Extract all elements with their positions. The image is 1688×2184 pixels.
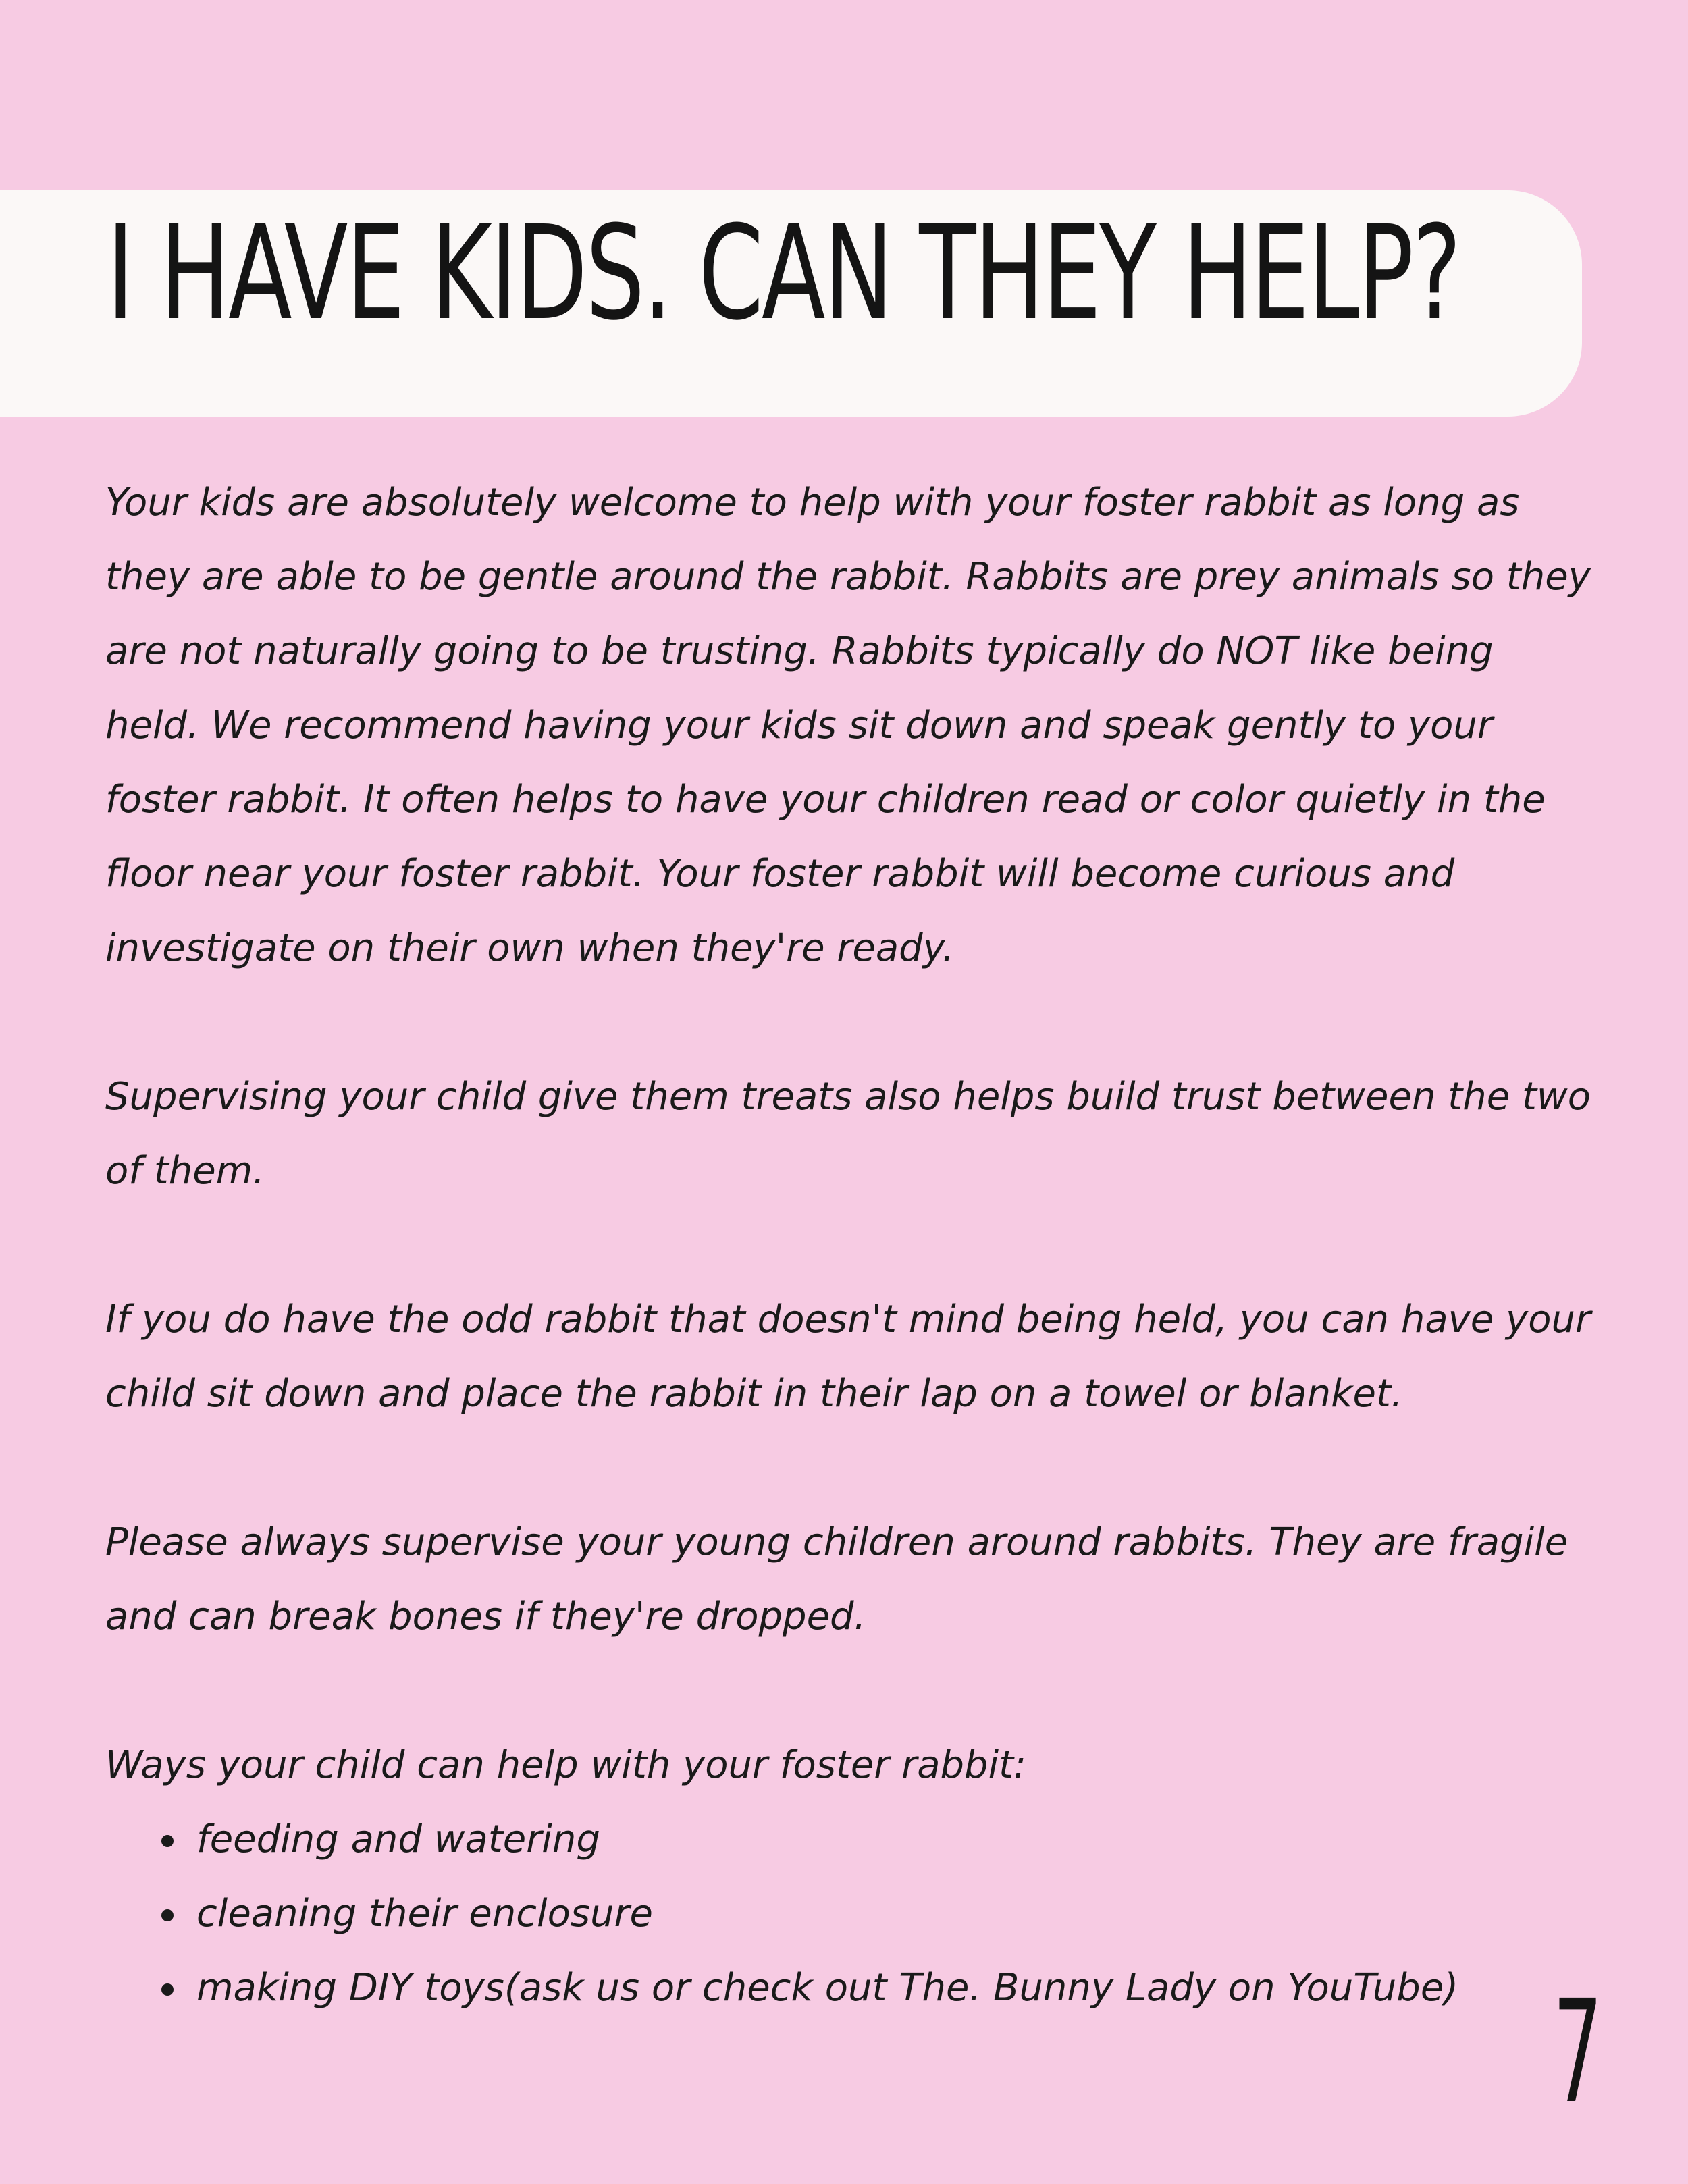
paragraph-treats: Supervising your child give them treats also helps build trust between the two of them. (105, 1075, 1591, 1193)
list-item: making DIY toys(ask us or check out The. Bunny Lady on YouTube) (196, 1951, 1591, 2025)
list-intro: Ways your child can help with your foster rabbit: (105, 1743, 1026, 1787)
page-number: 7 (1553, 1969, 1603, 2135)
paragraph-kids-welcome: Your kids are absolutely welcome to help with your foster rabbit as long as they are able to be gentle around the rabbit. Rabbits are prey animals so they are not naturally going to be trusting. Rabbits typically do NOT like being held. We recommend having your kids sit down and speak gently to your foster rabbit. It often helps to have your children read or color quietly in the floor near your foster rabbit. Your foster rabbit will become curious and investigate on their own when they're ready. (105, 481, 1591, 970)
paragraph-supervise: Please always supervise your young children around rabbits. They are fragile and can break bones if they're dropped. (105, 1520, 1568, 1639)
paragraph-holding: If you do have the odd rabbit that doesn't mind being held, you can have your child sit down and place the rabbit in their lap on a towel or blanket. (105, 1298, 1591, 1416)
list-item: feeding and watering (196, 1803, 1591, 1877)
list-item: cleaning their enclosure (196, 1877, 1591, 1951)
help-list (105, 1803, 1591, 2025)
page-title: I HAVE KIDS. CAN THEY HELP? (107, 198, 1460, 349)
body-content (105, 466, 1591, 2025)
